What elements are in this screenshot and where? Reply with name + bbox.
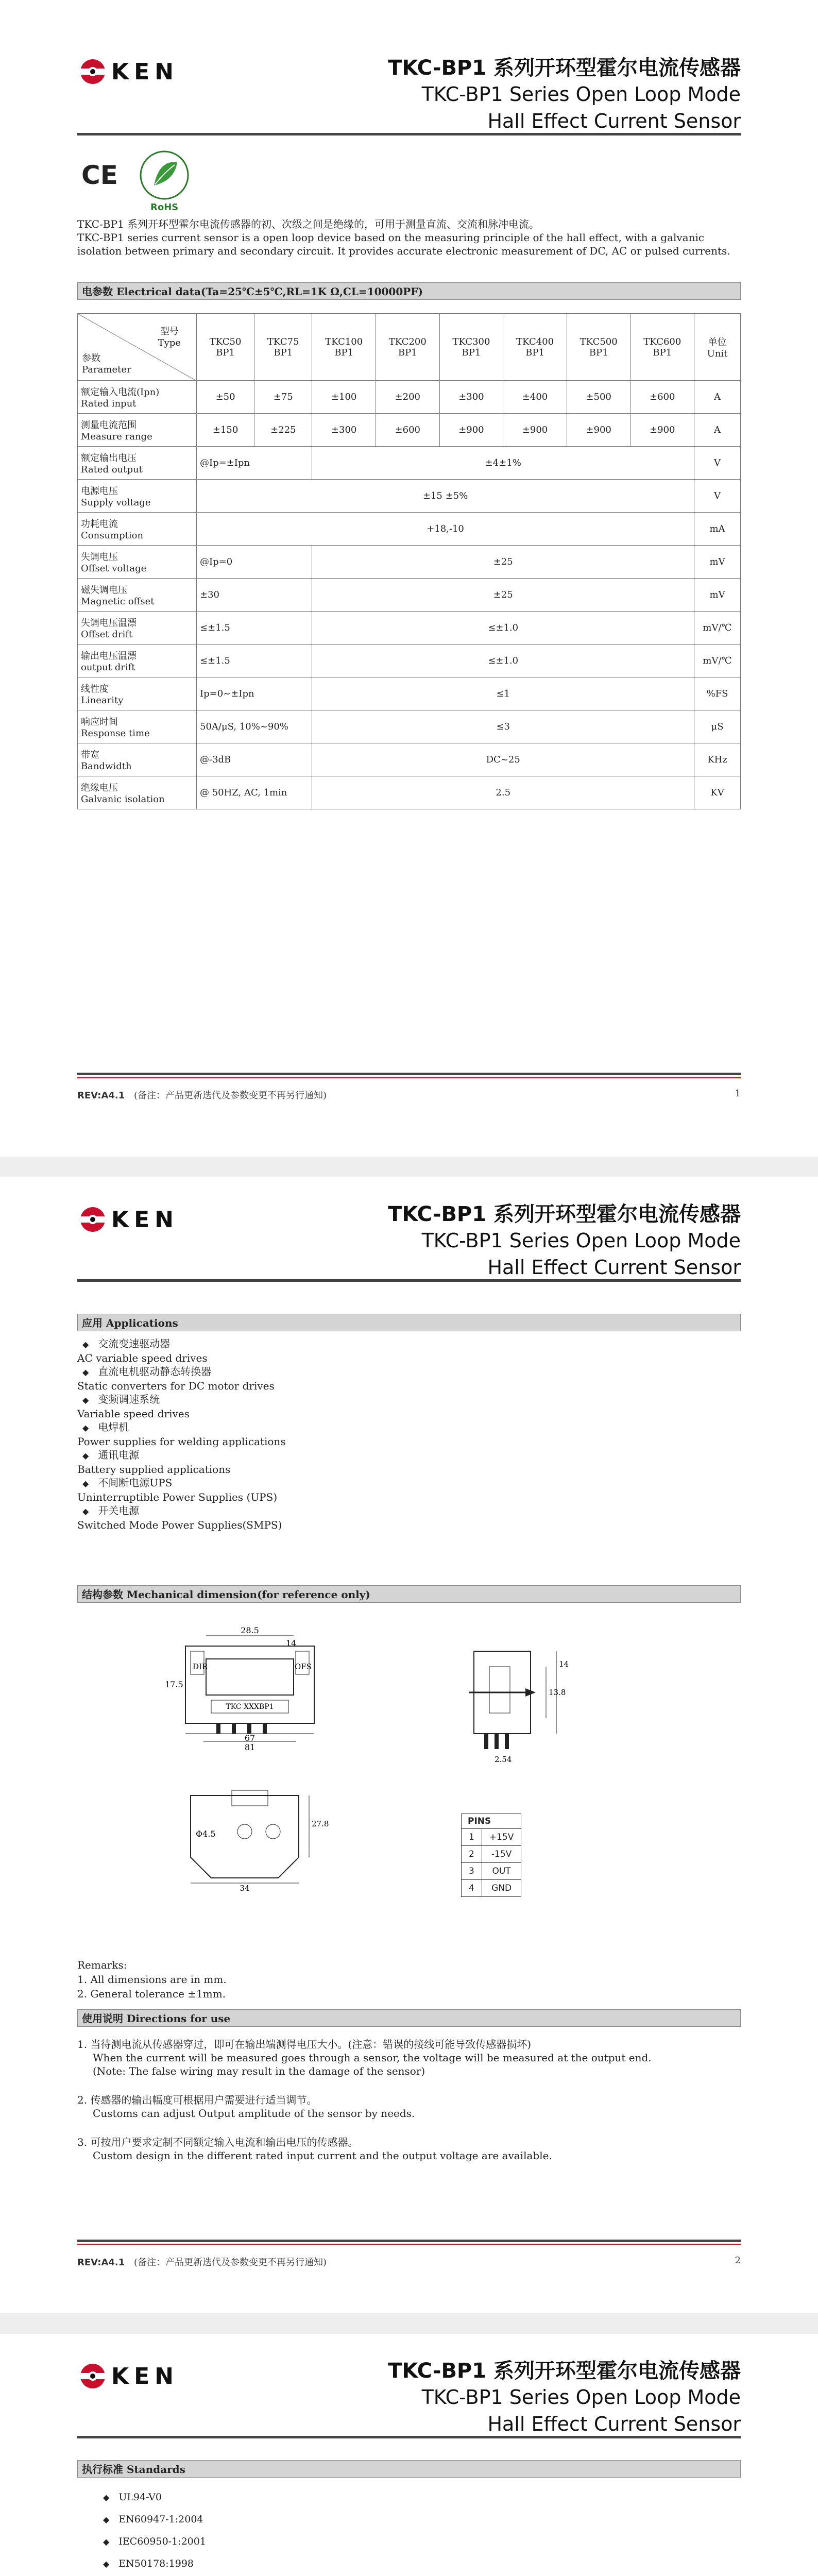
revision: REV:A4.1	[77, 2257, 125, 2268]
condition-cell: @ 50HZ, AC, 1min	[197, 776, 312, 809]
parameter-cn: 绝缘电压	[81, 783, 118, 793]
certifications	[81, 149, 190, 201]
remark-1: 1. All dimensions are in mm.	[77, 1973, 227, 1986]
dim-label: Φ4.5	[196, 1829, 216, 1839]
parameter-en: Linearity	[81, 695, 124, 706]
page-1	[0, 0, 818, 1157]
parameter-en: Response time	[81, 728, 150, 739]
table-row	[78, 645, 741, 677]
parameter-cn: 带宽	[81, 750, 99, 760]
application-cn: ◆ 通讯电源	[77, 1448, 286, 1463]
remarks-title: Remarks:	[77, 1959, 127, 1971]
parameter-cell	[78, 381, 197, 414]
table-row	[78, 480, 741, 513]
value-cell: ±300	[312, 414, 376, 447]
pin-row	[462, 1846, 521, 1863]
standard-item: ◆ UL94-V0	[98, 2486, 206, 2509]
value-cell: 2.5	[312, 776, 694, 809]
value-cell: ±900	[439, 414, 503, 447]
value-cell: ±600	[376, 414, 439, 447]
brand-logo	[77, 58, 179, 86]
condition-cell: ±30	[197, 579, 312, 612]
table-row	[78, 579, 741, 612]
title-cn: TKC-BP1 系列开环型霍尔电流传感器	[388, 56, 741, 80]
application-en: Battery supplied applications	[77, 1463, 231, 1476]
application-en: Power supplies for welding applications	[77, 1435, 286, 1448]
value-cell: ±15 ±5%	[197, 480, 694, 513]
pin-number: 4	[462, 1880, 482, 1897]
value-cell: ±225	[254, 414, 312, 447]
title-en-1: TKC-BP1 Series Open Loop Mode	[421, 83, 741, 106]
model-label: TKC XXXBP1	[226, 1703, 274, 1711]
applications-list	[77, 1337, 286, 1532]
parameter-cell	[78, 414, 197, 447]
table-row	[78, 414, 741, 447]
title-en-1: TKC-BP1 Series Open Loop Mode	[421, 1229, 741, 1252]
value-cell: ±400	[503, 381, 567, 414]
model-header: TKC300 BP1	[439, 314, 503, 381]
parameter-en: Rated input	[81, 398, 137, 409]
unit-cell: KHz	[694, 743, 741, 776]
direction-item	[77, 2038, 741, 2078]
application-en: Static converters for DC motor drives	[77, 1380, 275, 1392]
direction-item	[77, 2136, 741, 2162]
direction-en: Custom design in the different rated input current and the output voltage are available.	[93, 2149, 552, 2162]
parameter-en: Supply voltage	[81, 497, 151, 508]
value-cell: ±300	[439, 381, 503, 414]
value-cell: ≤±1.0	[312, 612, 694, 645]
direction-en: Customs can adjust Output amplitude of the sensor by needs.	[93, 2107, 415, 2120]
unit-cell: mV/℃	[694, 645, 741, 677]
application-en: AC variable speed drives	[77, 1352, 208, 1364]
model-header: TKC500 BP1	[567, 314, 630, 381]
dim-label: 14	[286, 1638, 297, 1648]
application-cn: ◆ 直流电机驱动静态转换器	[77, 1365, 286, 1379]
parameter-cn: 响应时间	[81, 717, 118, 727]
logo-text: KEN	[111, 1206, 179, 1233]
table-row	[78, 677, 741, 710]
parameter-en: Rated output	[81, 464, 143, 475]
remark-2: 2. General tolerance ±1mm.	[77, 1988, 226, 2000]
value-cell: ±900	[630, 414, 694, 447]
application-cn: ◆ 变频调速系统	[77, 1393, 286, 1407]
value-cell: ±4±1%	[312, 447, 694, 480]
dim-label: 27.8	[312, 1819, 329, 1828]
dim-label: 67	[244, 1733, 255, 1743]
table-row	[78, 513, 741, 546]
header-rule	[77, 2436, 741, 2438]
parameter-cn: 输出电压温漂	[81, 651, 137, 662]
parameter-cell	[78, 677, 197, 710]
pin-row	[462, 1829, 521, 1846]
parameter-cn: 失调电压温漂	[81, 618, 137, 629]
intro-cn: TKC-BP1 系列开环型霍尔电流传感器的初、次级之间是绝缘的，可用于测量直流、交流和脉冲电流。	[77, 218, 540, 230]
pin-row	[462, 1863, 521, 1880]
condition-cell: Ip=0~±Ipn	[197, 677, 312, 710]
condition-cell: ≤±1.5	[197, 645, 312, 677]
ken-logo-icon	[77, 1206, 108, 1233]
unit-cell: mA	[694, 513, 741, 546]
parameter-cn: 功耗电流	[81, 519, 118, 530]
unit-header: 单位 Unit	[694, 314, 741, 381]
parameter-cn: 额定输出电压	[81, 453, 137, 464]
model-header: TKC400 BP1	[503, 314, 567, 381]
section-electrical-data: 电参数 Electrical data(Ta=25℃±5℃,RL=1K Ω,CL=10000PF)	[77, 282, 741, 300]
footer-rule	[77, 2240, 741, 2242]
parameter-cell	[78, 480, 197, 513]
value-cell: ≤3	[312, 710, 694, 743]
value-cell: ±600	[630, 381, 694, 414]
dim-label: 28.5	[241, 1625, 259, 1635]
direction-note: (Note: The false wiring may result in the damage of the sensor)	[93, 2065, 425, 2077]
ce-mark-icon: CE	[81, 160, 118, 190]
direction-cn: 3. 可按用户要求定制不同额定输入电流和输出电压的传感器。	[77, 2136, 359, 2148]
section-directions: 使用说明 Directions for use	[77, 2009, 741, 2027]
model-header: TKC100 BP1	[312, 314, 376, 381]
pin-number: 2	[462, 1846, 482, 1863]
parameter-en: output drift	[81, 662, 135, 673]
value-cell: ±900	[567, 414, 630, 447]
directions-list	[77, 2038, 741, 2178]
parameter-cell	[78, 776, 197, 809]
direction-cn: 1. 当待测电流从传感器穿过，即可在输出端测得电压大小。(注意：错误的接线可能导致传感器损坏)	[77, 2038, 532, 2050]
value-cell: ±100	[312, 381, 376, 414]
parameter-en: Consumption	[81, 530, 144, 541]
condition-cell: 50A/μS, 10%~90%	[197, 710, 312, 743]
table-row	[78, 612, 741, 645]
table-row	[78, 447, 741, 480]
parameter-cell	[78, 546, 197, 579]
standard-item: ◆ IEC60950-1:2001	[98, 2531, 206, 2553]
dim-label: 17.5	[165, 1680, 183, 1689]
parameter-cell	[78, 612, 197, 645]
ken-logo-icon	[77, 58, 108, 86]
header-type-en: Type	[158, 337, 181, 348]
condition-cell: ≤±1.5	[197, 612, 312, 645]
title-en-2: Hall Effect Current Sensor	[487, 110, 741, 132]
unit-cell: V	[694, 480, 741, 513]
application-en: Variable speed drives	[77, 1408, 190, 1420]
document-title	[388, 52, 741, 134]
title-en-2: Hall Effect Current Sensor	[487, 1256, 741, 1279]
dim-label: 81	[244, 1742, 255, 1752]
dim-label: 2.54	[495, 1755, 512, 1764]
value-cell: ±900	[503, 414, 567, 447]
header-type-cn: 型号	[160, 326, 179, 337]
parameter-en: Measure range	[81, 431, 152, 442]
application-cn: ◆ 不间断电源UPS	[77, 1476, 286, 1490]
direction-cn: 2. 传感器的输出幅度可根据用户需要进行适当调节。	[77, 2094, 317, 2106]
pins-table	[461, 1814, 521, 1897]
pin-row	[462, 1880, 521, 1897]
dir-label: DIR	[193, 1662, 208, 1671]
footer-note: (备注：产品更新迭代及参数变更不再另行通知)	[134, 2257, 327, 2268]
application-cn: ◆ 电焊机	[77, 1420, 286, 1435]
parameter-cn: 额定输入电流(Ipn)	[81, 387, 160, 398]
parameter-en: Magnetic offset	[81, 596, 155, 607]
page-footer	[77, 2255, 741, 2268]
title-cn: TKC-BP1 系列开环型霍尔电流传感器	[388, 1202, 741, 1226]
section-standards: 执行标准 Standards	[77, 2460, 741, 2478]
footer-note: (备注：产品更新迭代及参数变更不再另行通知)	[134, 1090, 327, 1101]
side-view	[469, 1651, 556, 1749]
table-row	[78, 743, 741, 776]
model-header: TKC600 BP1	[630, 314, 694, 381]
parameter-cell	[78, 447, 197, 480]
page-number: 2	[735, 2255, 741, 2266]
condition-cell: @-3dB	[197, 743, 312, 776]
document-title	[388, 2354, 741, 2437]
parameter-cell	[78, 743, 197, 776]
unit-cell: %FS	[694, 677, 741, 710]
table-row	[78, 776, 741, 809]
brand-logo	[77, 2362, 179, 2390]
page-number: 1	[735, 1088, 741, 1099]
direction-en: When the current will be measured goes through a sensor, the voltage will be measured at the output end.	[93, 2052, 652, 2064]
unit-cell: mV	[694, 579, 741, 612]
pin-name: +15V	[482, 1829, 521, 1846]
page-3	[0, 2334, 818, 2576]
pin-name: -15V	[482, 1846, 521, 1863]
parameter-en: Offset voltage	[81, 563, 147, 574]
ken-logo-icon	[77, 2362, 108, 2390]
parameter-en: Galvanic isolation	[81, 794, 165, 805]
brand-logo	[77, 1206, 179, 1233]
value-cell: ±50	[197, 381, 254, 414]
logo-text: KEN	[111, 2363, 179, 2389]
application-cn: ◆ 交流变速驱动器	[77, 1337, 286, 1351]
model-header: TKC200 BP1	[376, 314, 439, 381]
parameter-en: Bandwidth	[81, 761, 132, 772]
unit-cell: KV	[694, 776, 741, 809]
parameter-en: Offset drift	[81, 629, 133, 640]
remarks	[77, 1958, 227, 2001]
rohs-label: RoHS	[150, 202, 179, 213]
value-cell: ≤1	[312, 677, 694, 710]
intro-text	[77, 217, 741, 258]
title-cn: TKC-BP1 系列开环型霍尔电流传感器	[388, 2359, 741, 2383]
condition-cell: @Ip=0	[197, 546, 312, 579]
page-gap	[0, 1157, 818, 1177]
footer-rule-red	[77, 1077, 741, 1078]
intro-en: TKC-BP1 series current sensor is a open loop device based on the measuring principle of the hall effect, with a galvanic isolation between primary and secondary circuit. It provides accurate electronic measurement of DC, AC or pulsed currents.	[77, 231, 730, 257]
pin-name: OUT	[482, 1863, 521, 1880]
unit-cell: V	[694, 447, 741, 480]
parameter-cn: 失调电压	[81, 552, 118, 563]
logo-text: KEN	[111, 58, 179, 85]
application-cn: ◆ 开关电源	[77, 1504, 286, 1518]
parameter-cn: 测量电流范围	[81, 420, 137, 431]
model-header: TKC75 BP1	[254, 314, 312, 381]
unit-cell: mV/℃	[694, 612, 741, 645]
header-param-en: Parameter	[82, 364, 131, 375]
ofs-label: OFS	[295, 1662, 312, 1671]
application-en: Switched Mode Power Supplies(SMPS)	[77, 1519, 282, 1531]
value-cell: ±200	[376, 381, 439, 414]
parameter-cell	[78, 710, 197, 743]
standards-list	[98, 2486, 206, 2576]
table-row	[78, 546, 741, 579]
pins-header: PINS	[462, 1814, 521, 1829]
standard-item: ◆ EN50178:1998	[98, 2553, 206, 2575]
pin-number: 3	[462, 1863, 482, 1880]
value-cell: +18,-10	[197, 513, 694, 546]
pin-number: 1	[462, 1829, 482, 1846]
header-param-cn: 参数	[82, 353, 100, 364]
section-mechanical: 结构参数 Mechanical dimension(for reference only)	[77, 1585, 741, 1603]
standard-item: ◆ EN60947-1:2004	[98, 2509, 206, 2531]
header-rule	[77, 1279, 741, 1282]
title-en-1: TKC-BP1 Series Open Loop Mode	[421, 2386, 741, 2409]
dim-label: 34	[240, 1884, 250, 1893]
document-title	[388, 1198, 741, 1281]
unit-cell: A	[694, 414, 741, 447]
footer-rule	[77, 1073, 741, 1075]
pin-name: GND	[482, 1880, 521, 1897]
application-en: Uninterruptible Power Supplies (UPS)	[77, 1491, 278, 1503]
electrical-data-table	[77, 313, 741, 809]
value-cell: ≤±1.0	[312, 645, 694, 677]
dim-label: 13.8	[549, 1688, 566, 1697]
header-diagonal-cell	[78, 314, 197, 381]
unit-cell: A	[694, 381, 741, 414]
parameter-cn: 线性度	[81, 684, 109, 694]
section-applications: 应用 Applications	[77, 1314, 741, 1331]
parameter-cn: 磁失调电压	[81, 585, 127, 596]
value-cell: ±25	[312, 546, 694, 579]
footer-rule-red	[77, 2244, 741, 2245]
unit-cell: mV	[694, 546, 741, 579]
revision: REV:A4.1	[77, 1090, 125, 1101]
title-en-2: Hall Effect Current Sensor	[487, 2413, 741, 2435]
unit-cell: μS	[694, 710, 741, 743]
parameter-cn: 电源电压	[81, 486, 118, 497]
value-cell: ±500	[567, 381, 630, 414]
parameter-cell	[78, 513, 197, 546]
table-row	[78, 381, 741, 414]
parameter-cell	[78, 645, 197, 677]
value-cell: ±25	[312, 579, 694, 612]
parameter-cell	[78, 579, 197, 612]
table-row	[78, 710, 741, 743]
dim-label: 14	[559, 1659, 569, 1669]
page-gap	[0, 2313, 818, 2334]
direction-item	[77, 2093, 741, 2120]
header-rule	[77, 133, 741, 135]
rohs-leaf-icon	[139, 149, 190, 201]
front-view	[185, 1636, 314, 1741]
mechanical-drawing	[155, 1615, 670, 1893]
model-header: TKC50 BP1	[197, 314, 254, 381]
value-cell: ±75	[254, 381, 312, 414]
page-footer	[77, 1088, 741, 1101]
value-cell: ±150	[197, 414, 254, 447]
value-cell: DC~25	[312, 743, 694, 776]
condition-cell: @Ip=±Ipn	[197, 447, 312, 480]
page-2	[0, 1177, 818, 2313]
table-header-row	[78, 314, 741, 381]
